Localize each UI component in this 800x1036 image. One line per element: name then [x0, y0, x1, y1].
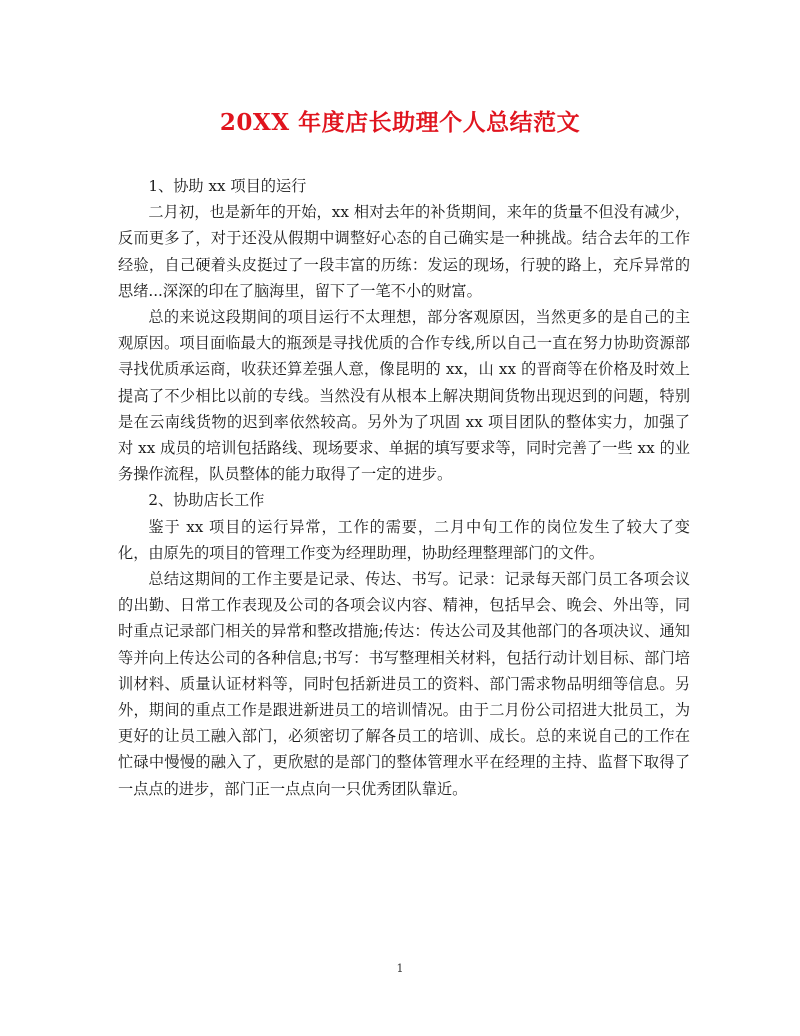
section-heading-1: 1、协助 xx 项目的运行	[148, 177, 307, 195]
page-number: 1	[396, 962, 404, 975]
document-body	[118, 173, 690, 802]
section-1-paragraph-2: 总的来说这段期间的项目运行不太理想，部分客观原因，当然更多的是自己的主观原因。项目面临最大的瓶颈是寻找优质的合作专线,所以自己一直在努力协助资源部寻找优质承运商，收获还算差强人意，像昆明的 xx，山 xx 的晋商等在价格及时效上提高了不少相比以前的专线。当然没有从根本上解决期间货物出现迟到的问题，特别是在云南线货物的迟到率依然较高。另外为了巩固 xx 项目团队的整体实力，加强了对 xx 成员的培训包括路线、现场要求、单据的填写要求等，同时完善了一些 xx 的业务操作流程，队员整体的能力取得了一定的进步。	[118, 308, 690, 484]
section-heading-2: 2、协助店长工作	[148, 491, 265, 510]
section-2-paragraph-2: 总结这期间的工作主要是记录、传达、书写。记录：记录每天部门员工各项会议的出勤、日常工作表现及公司的各项会议内容、精神，包括早会、晚会、外出等，同时重点记录部门相关的异常和整改措施;传达：传达公司及其他部门的各项决议、通知等并向上传达公司的各种信息;书写：书写整理相关材料，包括行动计划目标、部门培训材料、质量认证材料等，同时包括新进员工的资料、部门需求物品明细等信息。另外，期间的重点工作是跟进新进员工的培训情况。由于二月份公司招进大批员工，为更好的让员工融入部门，必须密切了解各员工的培训、成长。总的来说自己的工作在忙碌中慢慢的融入了，更欣慰的是部门的整体管理水平在经理的主持、监督下取得了一点点的进步，部门正一点点向一只优秀团队靠近。	[118, 570, 690, 798]
document-title: 20XX 年度店长助理个人总结范文	[219, 109, 581, 136]
section-1-paragraph-1: 二月初，也是新年的开始，xx 相对去年的补货期间，来年的货量不但没有减少，反而更多了，对于还没从假期中调整好心态的自己确实是一种挑战。结合去年的工作经验，自己硬着头皮挺过了一段丰富的历练：发运的现场，行驶的路上，充斥异常的思绪...深深的印在了脑海里，留下了一笔不小的财富。	[118, 203, 690, 300]
section-2-paragraph-1: 鉴于 xx 项目的运行异常，工作的需要，二月中旬工作的岗位发生了较大了变化，由原先的项目的管理工作变为经理助理，协助经理整理部门的文件。	[118, 517, 690, 562]
